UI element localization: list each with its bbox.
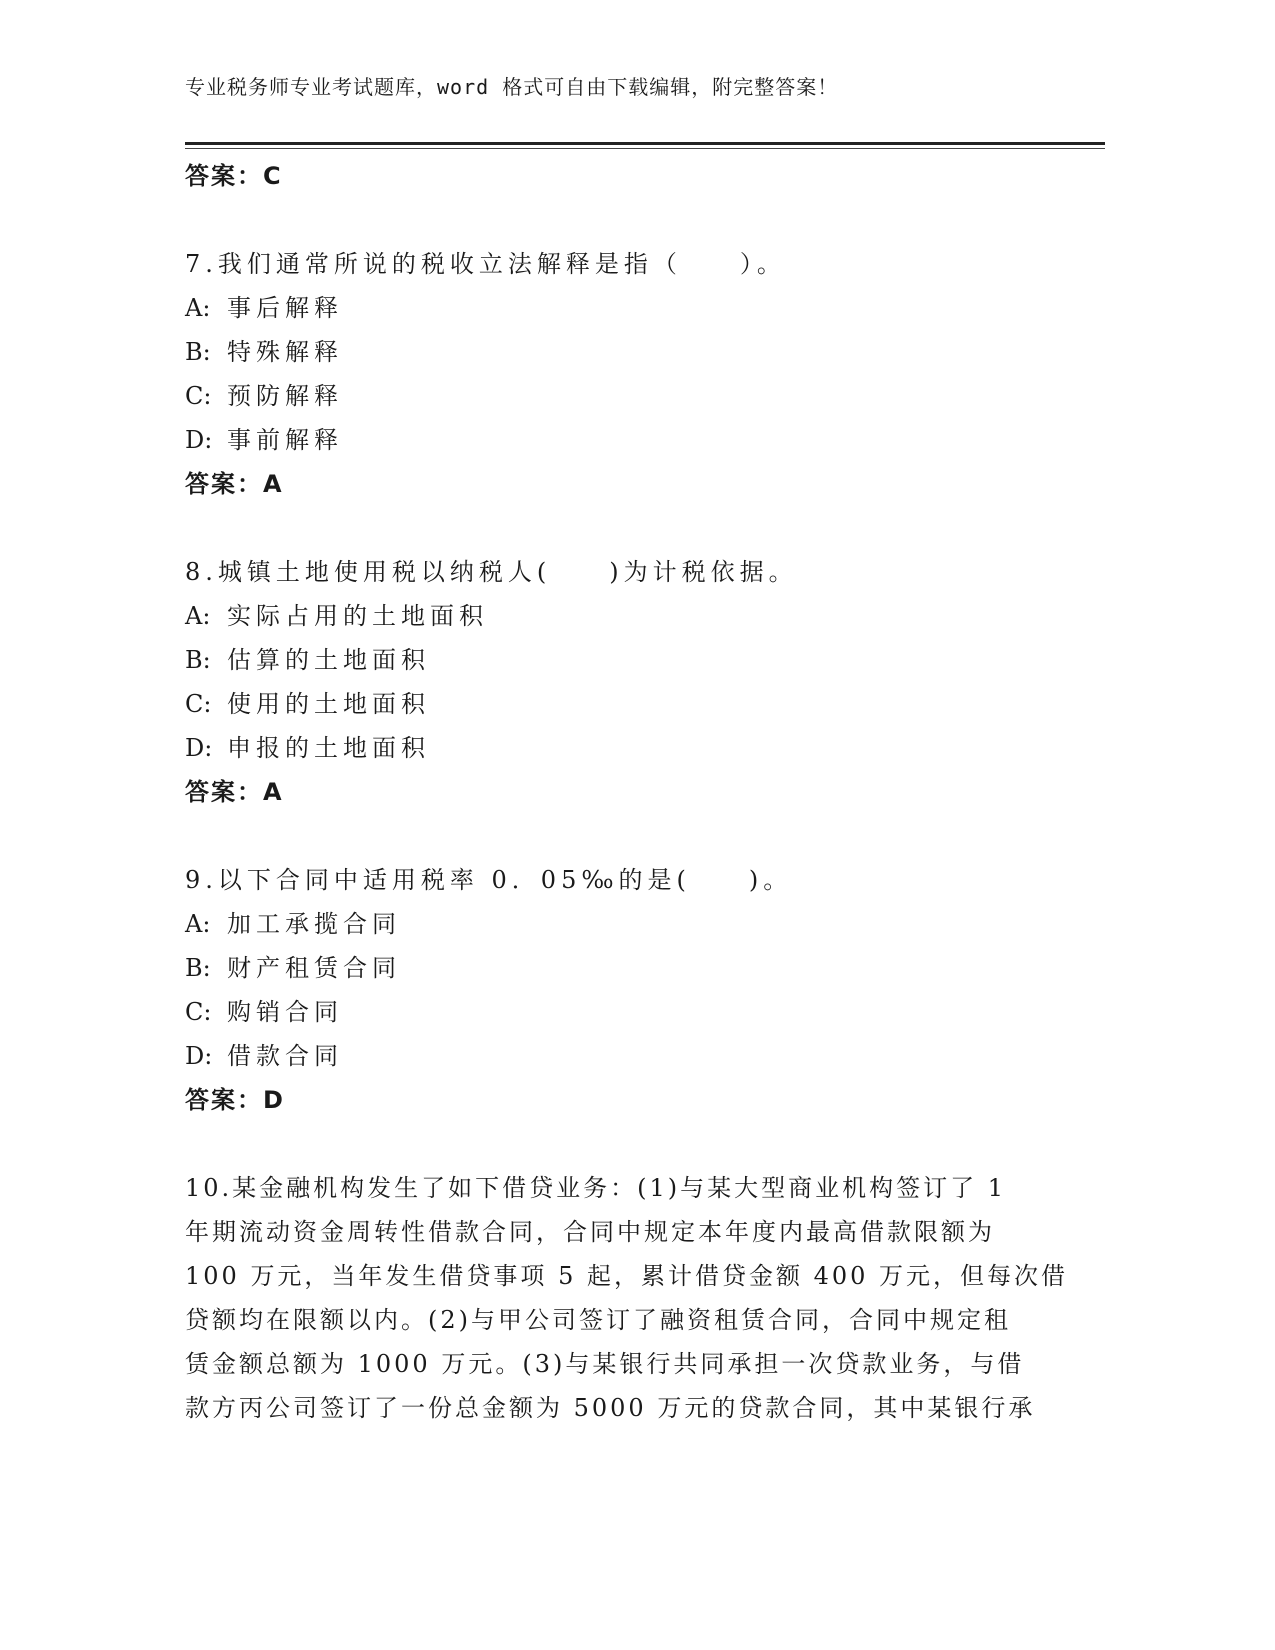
option-text: 财产租赁合同 <box>227 954 401 982</box>
page-header: 专业税务师专业考试题库，word 格式可自由下载编辑，附完整答案！ <box>185 75 839 99</box>
header-rule-thick <box>185 142 1105 145</box>
option-text: 加工承揽合同 <box>227 910 401 938</box>
header-rule-thin <box>185 148 1105 149</box>
answer-line: 答案：A <box>185 778 284 806</box>
option-text: 预防解释 <box>227 382 343 410</box>
option-d <box>185 726 1105 770</box>
option-key: B: <box>185 338 211 366</box>
option-key: C: <box>185 998 212 1026</box>
question-stem: 8.城镇土地使用税以纳税人( )为计税依据。 <box>185 558 798 586</box>
option-key: B: <box>185 954 211 982</box>
option-text: 实际占用的土地面积 <box>227 602 488 630</box>
option-key: A: <box>185 294 211 322</box>
option-b <box>185 946 1105 990</box>
option-key: D: <box>185 734 213 762</box>
answer-line: 答案：A <box>185 470 284 498</box>
option-text: 购销合同 <box>227 998 343 1026</box>
paragraph-line: 赁金额总额为 1000 万元。(3)与某银行共同承担一次贷款业务，与借 <box>185 1350 1025 1378</box>
option-text: 事前解释 <box>227 426 343 454</box>
answer-line: 答案：C <box>185 162 283 190</box>
question-block <box>185 858 1105 1122</box>
paragraph-line: 贷额均在限额以内。(2)与甲公司签订了融资租赁合同，合同中规定租 <box>185 1306 1011 1334</box>
option-text: 使用的土地面积 <box>227 690 430 718</box>
option-d <box>185 418 1105 462</box>
option-key: B: <box>185 646 211 674</box>
option-a <box>185 286 1105 330</box>
option-text: 事后解释 <box>227 294 343 322</box>
question-stem: 7.我们通常所说的税收立法解释是指（ ）。 <box>185 250 786 278</box>
option-b <box>185 638 1105 682</box>
paragraph-line: 100 万元，当年发生借贷事项 5 起，累计借贷金额 400 万元，但每次借 <box>185 1262 1069 1290</box>
question-block <box>185 550 1105 814</box>
option-key: D: <box>185 426 213 454</box>
option-key: C: <box>185 382 212 410</box>
option-key: A: <box>185 602 211 630</box>
paragraph-line: 年期流动资金周转性借款合同，合同中规定本年度内最高借款限额为 <box>185 1218 995 1246</box>
option-a <box>185 594 1105 638</box>
paragraph-line: 10.某金融机构发生了如下借贷业务：(1)与某大型商业机构签订了 1 <box>185 1174 1007 1202</box>
option-key: A: <box>185 910 211 938</box>
paragraph-line: 款方丙公司签订了一份总金额为 5000 万元的贷款合同，其中某银行承 <box>185 1394 1036 1422</box>
option-c <box>185 990 1105 1034</box>
question-content <box>185 154 1105 1430</box>
answer-line: 答案：D <box>185 1086 285 1114</box>
option-text: 特殊解释 <box>227 338 343 366</box>
question-block <box>185 242 1105 506</box>
option-text: 估算的土地面积 <box>227 646 430 674</box>
option-text: 申报的土地面积 <box>227 734 430 762</box>
option-b <box>185 330 1105 374</box>
option-c <box>185 374 1105 418</box>
question-stem: 9.以下合同中适用税率 0．05‰的是( )。 <box>185 866 793 894</box>
option-key: C: <box>185 690 212 718</box>
option-c <box>185 682 1105 726</box>
option-a <box>185 902 1105 946</box>
question-10-paragraph <box>185 1166 1105 1430</box>
option-text: 借款合同 <box>227 1042 343 1070</box>
option-d <box>185 1034 1105 1078</box>
option-key: D: <box>185 1042 213 1070</box>
